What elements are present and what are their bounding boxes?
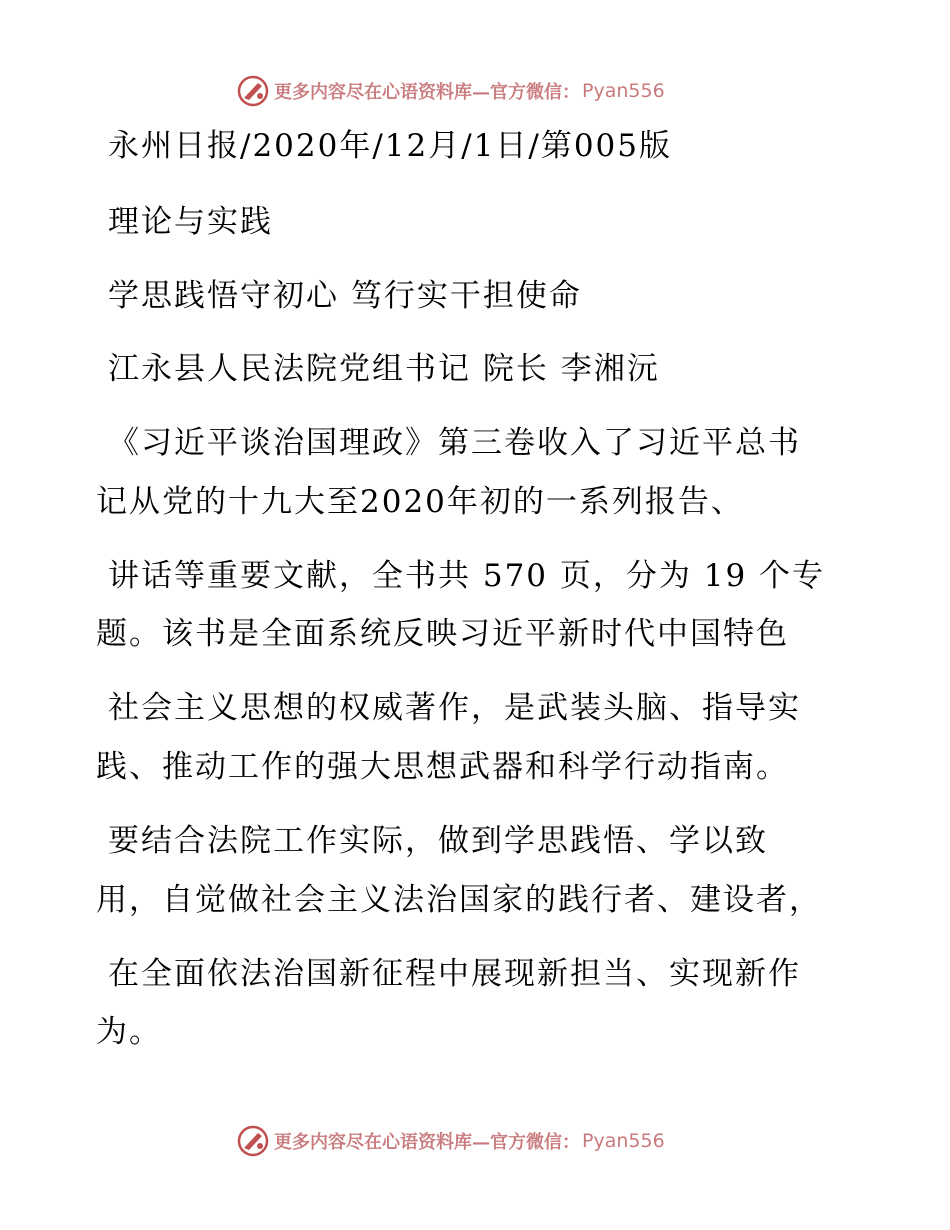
watermark-wechat-id: Pyan556 <box>582 80 665 102</box>
body-line: 为。 <box>96 1014 162 1050</box>
watermark-text: 更多内容尽在心语资料库—官方微信： <box>274 82 580 103</box>
body-line: 讲话等重要文献，全书共 570 页，分为 19 个专 <box>108 558 826 594</box>
body-line: 记从党的十九大至2020年初的一系列报告、 <box>96 484 744 520</box>
body-line: 要结合法院工作实际，做到学思践悟、学以致 <box>108 823 768 859</box>
body-line: 社会主义思想的权威著作，是武装头脑、指导实 <box>108 690 801 726</box>
byline: 江永县人民法院党组书记 院长 李湘沅 <box>108 351 660 387</box>
headline: 学思践悟守初心 笃行实干担使命 <box>108 278 582 314</box>
watermark-wechat-id: Pyan556 <box>582 1130 665 1152</box>
watermark-header <box>236 74 665 108</box>
dateline: 永州日报/2020年/12月/1日/第005版 <box>108 128 673 164</box>
watermark-text: 更多内容尽在心语资料库—官方微信： <box>274 1132 580 1153</box>
red-seal-logo-icon <box>236 1124 270 1158</box>
watermark-footer <box>236 1124 665 1158</box>
body-line: 在全面依法治国新征程中展现新担当、实现新作 <box>108 956 801 992</box>
body-line: 践、推动工作的强大思想武器和科学行动指南。 <box>96 749 789 785</box>
body-line: 《习近平谈治国理政》第三卷收入了习近平总书 <box>108 425 801 461</box>
body-line: 题。该书是全面系统反映习近平新时代中国特色 <box>96 616 789 652</box>
red-seal-logo-icon <box>236 74 270 108</box>
body-line: 用，自觉做社会主义法治国家的践行者、建设者， <box>96 882 822 918</box>
section-title: 理论与实践 <box>108 204 273 240</box>
